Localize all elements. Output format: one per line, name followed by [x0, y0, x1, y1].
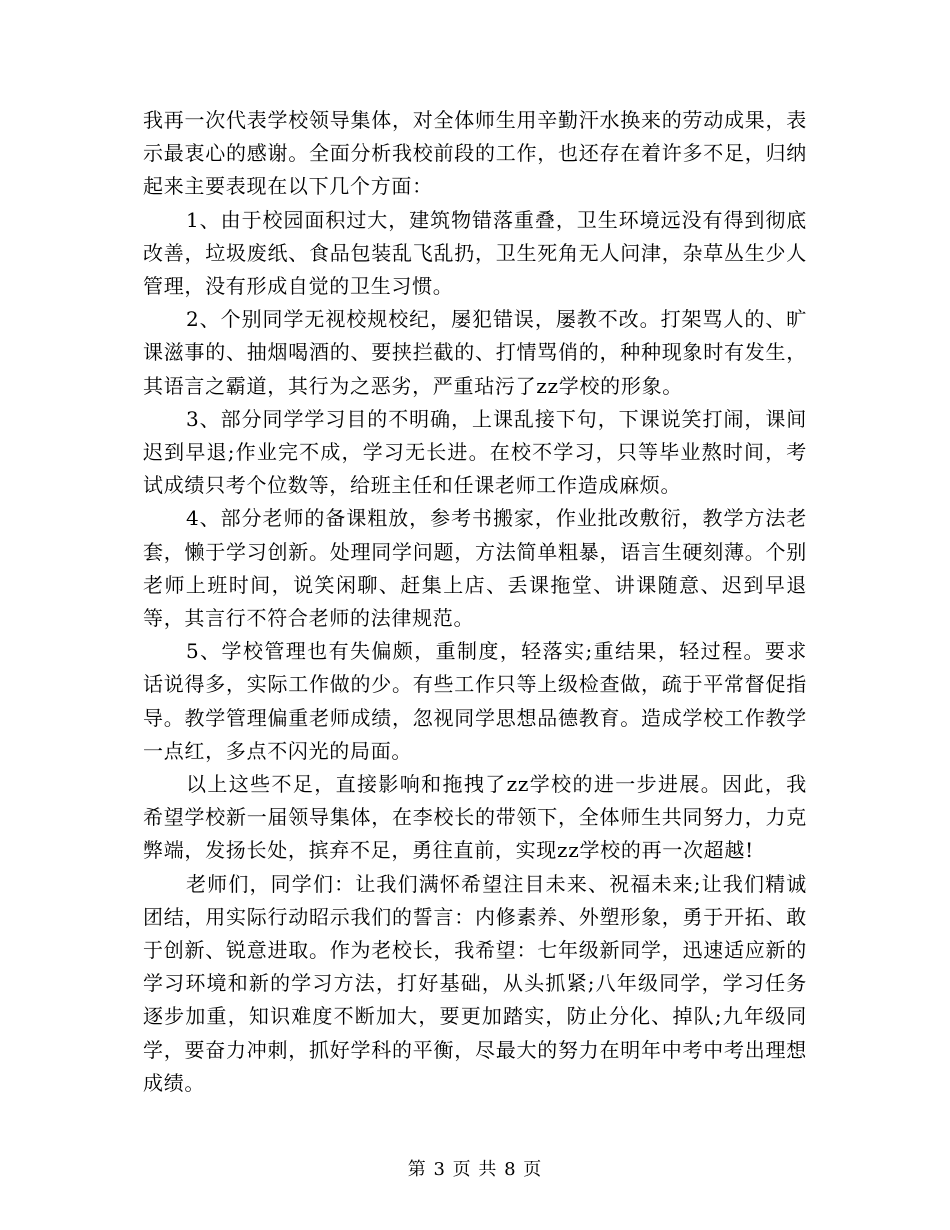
paragraph-item-3: 3、部分同学学习目的不明确，上课乱接下句，下课说笑打闹，课间迟到早退;作业完不成，学习无长进。在校不学习，只等毕业熬时间，考试成绩只考个位数等，给班主任和任课老师工作造成麻烦。	[143, 406, 807, 498]
paragraph-item-1: 1、由于校园面积过大，建筑物错落重叠，卫生环境远没有得到彻底改善，垃圾废纸、食品包装乱飞乱扔，卫生死角无人问津，杂草丛生少人管理，没有形成自觉的卫生习惯。	[143, 207, 807, 299]
paragraph-item-4: 4、部分老师的备课粗放，参考书搬家，作业批改敷衍，教学方法老套，懒于学习创新。处理同学问题，方法简单粗暴，语言生硬刻薄。个别老师上班时间，说笑闲聊、赶集上店、丢课拖堂、讲课随意、迟到早退等，其言行不符合老师的法律规范。	[143, 506, 807, 631]
paragraph-intro: 我再一次代表学校领导集体，对全体师生用辛勤汗水换来的劳动成果，表示最衷心的感谢。全面分析我校前段的工作，也还存在着许多不足，归纳起来主要表现在以下几个方面：	[143, 108, 807, 199]
page-number-footer: 第 3 页 共 8 页	[407, 1159, 543, 1180]
document-body	[143, 104, 807, 1100]
paragraph-item-2: 2、个别同学无视校规校纪，屡犯错误，屡教不改。打架骂人的、旷课滋事的、抽烟喝酒的、要挟拦截的、打情骂俏的，种种现象时有发生，其语言之霸道，其行为之恶劣，严重玷污了zz学校的形象。	[143, 307, 807, 398]
paragraph-closing: 老师们，同学们：让我们满怀希望注目未来、祝福未来;让我们精诚团结，用实际行动昭示我们的誓言：内修素养、外塑形象，勇于开拓、敢于创新、锐意进取。作为老校长，我希望：七年级新同学，迅速适应新的学习环境和新的学习方法，打好基础，从头抓紧;八年级同学，学习任务逐步加重，知识难度不断加大，要更加踏实，防止分化、掉队;九年级同学，要奋力冲刺，抓好学科的平衡，尽最大的努力在明年中考中考出理想成绩。	[143, 871, 807, 1095]
paragraph-item-5: 5、学校管理也有失偏颇，重制度，轻落实;重结果，轻过程。要求话说得多，实际工作做的少。有些工作只等上级检查做，疏于平常督促指导。教学管理偏重老师成绩，忽视同学思想品德教育。造成学校工作教学一点红，多点不闪光的局面。	[143, 639, 807, 763]
paragraph-summary: 以上这些不足，直接影响和拖拽了zz学校的进一步进展。因此，我希望学校新一届领导集体，在李校长的带领下，全体师生共同努力，力克弊端，发扬长处，摈弃不足，勇往直前，实现zz学校的再一次超越!	[143, 772, 807, 863]
